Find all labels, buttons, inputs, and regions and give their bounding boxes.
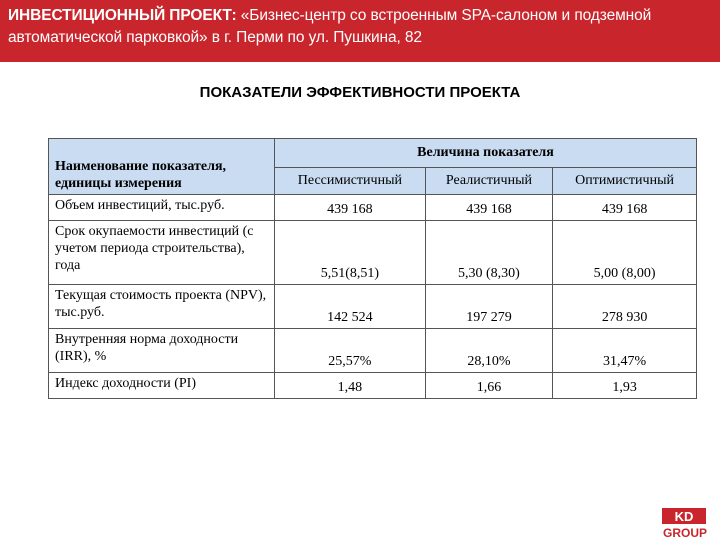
header-title-rest: «Бизнес-центр со встроенным SPA-салоном и подземной автоматической парковкой» в г. Перми по ул. Пушкина, 82 <box>8 7 652 46</box>
logo-text-top: KD <box>674 509 694 524</box>
row-name: Срок окупаемости инвестиций (с учетом периода строительства), года <box>49 221 275 285</box>
row-value: 31,47% <box>553 329 697 373</box>
name-column-header: Наименование показателя, единицы измерения <box>49 139 275 195</box>
row-value: 197 279 <box>425 285 552 329</box>
scenario-header-pessimistic: Пессимистичный <box>275 168 426 195</box>
row-value: 1,48 <box>275 373 426 399</box>
table-header-row <box>49 139 697 168</box>
header-title-bold: ИНВЕСТИЦИОННЫЙ ПРОЕКТ: <box>8 7 237 24</box>
table-row <box>49 285 697 329</box>
row-name: Текущая стоимость проекта (NPV), тыс.руб. <box>49 285 275 329</box>
row-value: 5,00 (8,00) <box>553 221 697 285</box>
row-value: 1,93 <box>553 373 697 399</box>
header-banner <box>0 0 720 62</box>
logo-text-bottom: GROUP <box>662 526 708 538</box>
row-value: 25,57% <box>275 329 426 373</box>
row-name: Внутренняя норма доходности (IRR), % <box>49 329 275 373</box>
kd-group-logo <box>652 508 714 538</box>
scenario-header-realistic: Реалистичный <box>425 168 552 195</box>
table-row <box>49 195 697 221</box>
value-group-header: Величина показателя <box>275 139 697 168</box>
row-value: 439 168 <box>425 195 552 221</box>
row-value: 5,30 (8,30) <box>425 221 552 285</box>
row-value: 5,51(8,51) <box>275 221 426 285</box>
row-value: 439 168 <box>275 195 426 221</box>
row-name: Объем инвестиций, тыс.руб. <box>49 195 275 221</box>
metrics-table <box>48 138 697 399</box>
table-row <box>49 373 697 399</box>
table-row <box>49 329 697 373</box>
row-value: 278 930 <box>553 285 697 329</box>
row-value: 1,66 <box>425 373 552 399</box>
row-value: 28,10% <box>425 329 552 373</box>
scenario-header-optimistic: Оптимистичный <box>553 168 697 195</box>
page-subtitle: ПОКАЗАТЕЛИ ЭФФЕКТИВНОСТИ ПРОЕКТА <box>199 84 521 101</box>
row-value: 142 524 <box>275 285 426 329</box>
row-value: 439 168 <box>553 195 697 221</box>
table-row <box>49 221 697 285</box>
row-name: Индекс доходности (PI) <box>49 373 275 399</box>
